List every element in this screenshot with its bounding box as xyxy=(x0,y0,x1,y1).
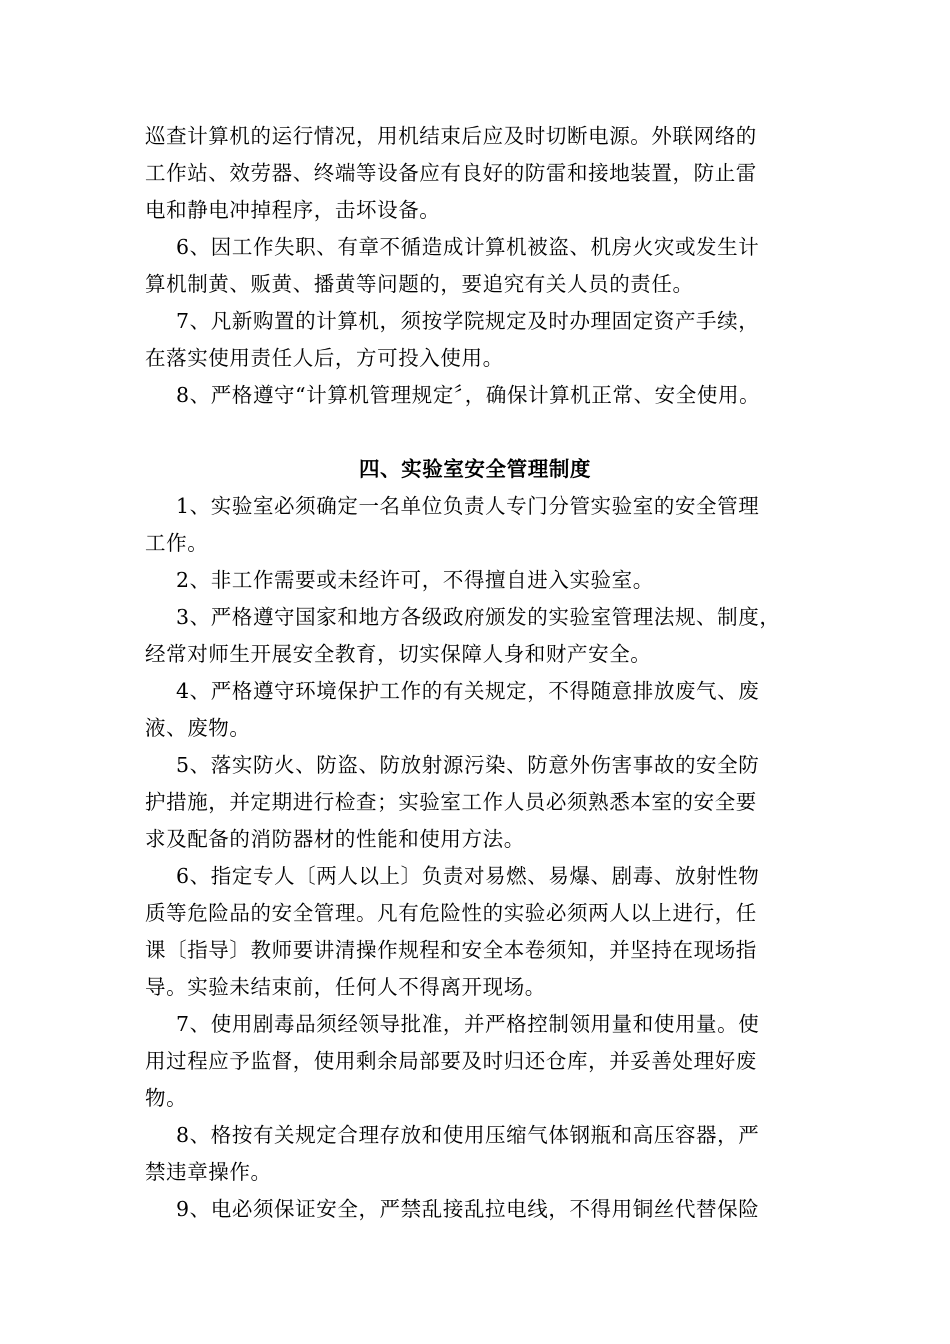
paragraph-start: 6、指定专人〔两人以上〕负责对易燃、易爆、剧毒、放射性物 xyxy=(176,864,760,888)
text-line: 质等危险品的安全管理。凡有危险性的实验必须两人以上进行，任 xyxy=(145,901,757,925)
paragraph-start: 7、使用剧毒品须经领导批准，并严格控制领用量和使用量。使 xyxy=(176,1012,760,1036)
paragraph-start: 5、落实防火、防盗、防放射源污染、防意外伤害事故的安全防 xyxy=(176,753,760,777)
paragraph-start: 4、严格遵守环境保护工作的有关规定，不得随意排放废气、废 xyxy=(176,679,760,703)
paragraph-start: 1、实验室必须确定一名单位负责人专门分管实验室的安全管理 xyxy=(176,494,760,518)
paragraph-start: 2、非工作需要或未经许可，不得擅自进入实验室。 xyxy=(176,568,654,592)
text-line: 液、废物。 xyxy=(145,716,251,740)
text-line: 物。 xyxy=(145,1086,188,1110)
text-line: 电和静电冲掉程序，击坏设备。 xyxy=(145,198,441,222)
text-line: 禁违章操作。 xyxy=(145,1160,272,1184)
paragraph-start: 8、严格遵守“计算机管理规定〞，确保计算机正常、安全使用。 xyxy=(176,383,761,407)
text-line: 护措施，并定期进行检查；实验室工作人员必须熟悉本室的安全要 xyxy=(145,790,757,814)
paragraph-start: 8、格按有关规定合理存放和使用压缩气体钢瓶和高压容器，严 xyxy=(176,1123,760,1147)
text-line: 导。实验未结束前，任何人不得离开现场。 xyxy=(145,975,546,999)
text-line: 课〔指导〕教师要讲清操作规程和安全本卷须知，并坚持在现场指 xyxy=(145,938,757,962)
text-line: 用过程应予监督，使用剩余局部要及时归还仓库，并妥善处理好废 xyxy=(145,1049,757,1073)
text-line: 工作站、效劳器、终端等设备应有良好的防雷和接地装置，防止雷 xyxy=(145,161,757,185)
text-line: 在落实使用责任人后，方可投入使用。 xyxy=(145,346,504,370)
section-heading: 四、实验室安全管理制度 xyxy=(358,457,592,481)
paragraph-start: 3、严格遵守国家和地方各级政府颁发的实验室管理法规、制度， xyxy=(176,605,781,629)
text-line: 巡查计算机的运行情况，用机结束后应及时切断电源。外联网络的 xyxy=(145,124,757,148)
text-line: 工作。 xyxy=(145,531,209,555)
text-line: 经常对师生开展安全教育，切实保障人身和财产安全。 xyxy=(145,642,652,666)
paragraph-start: 7、凡新购置的计算机，须按学院规定及时办理固定资产手续， xyxy=(176,309,760,333)
text-line: 求及配备的消防器材的性能和使用方法。 xyxy=(145,827,525,851)
paragraph-start: 9、电必须保证安全，严禁乱接乱拉电线，不得用铜丝代替保险 xyxy=(176,1197,760,1221)
text-line: 算机制黄、贩黄、播黄等问题的，要追究有关人员的责任。 xyxy=(145,272,694,296)
paragraph-start: 6、因工作失职、有章不循造成计算机被盗、机房火灾或发生计 xyxy=(176,235,760,259)
